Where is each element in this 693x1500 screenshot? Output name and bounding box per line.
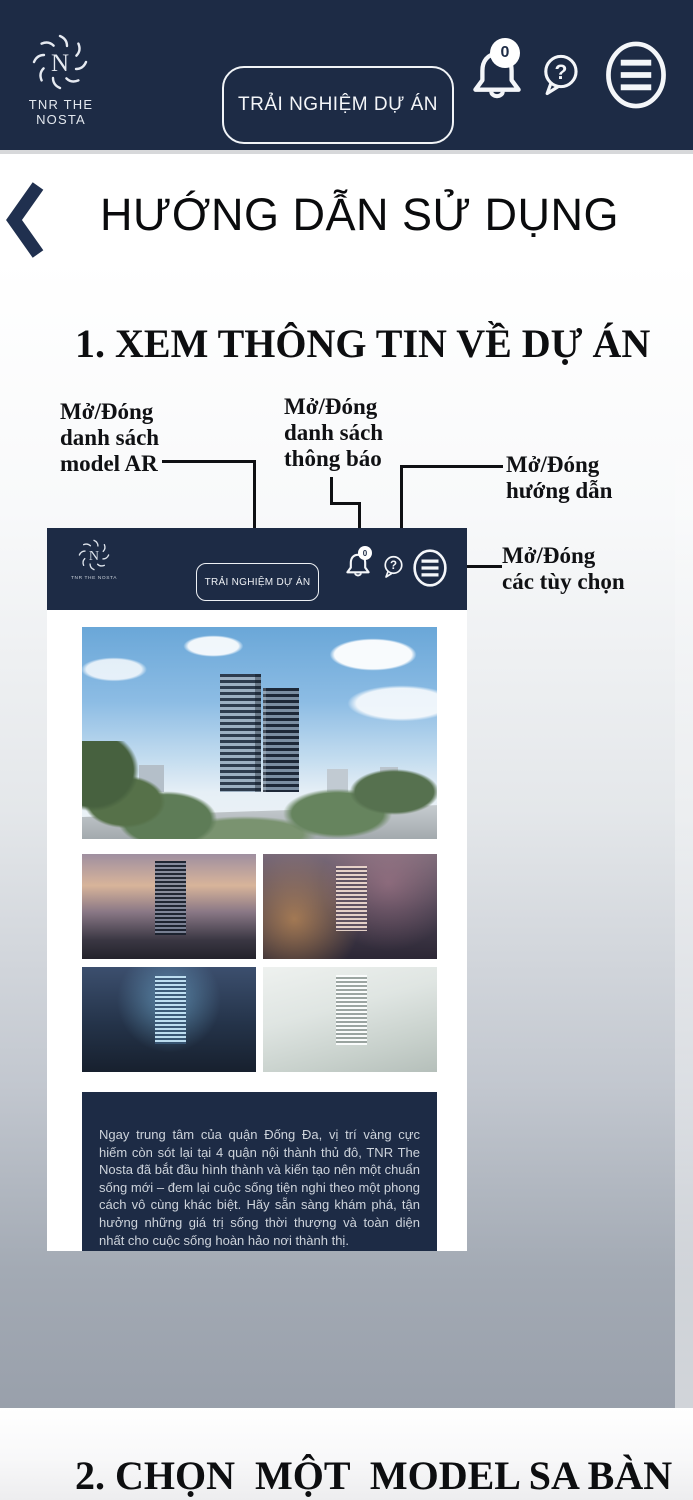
- connector-line: [400, 465, 503, 468]
- gallery-thumbnail-dusk: [82, 854, 256, 959]
- mini-experience-project-button: TRẢI NGHIỆM DỰ ÁN: [196, 563, 319, 601]
- back-button[interactable]: [6, 180, 46, 260]
- notification-bell-button[interactable]: [466, 44, 528, 110]
- project-description-text: Ngay trung tâm của quận Đống Đa, vị trí vàng cực hiếm còn sót lại tại 4 quận nội thành thủ đô, TNR The Nosta đã bắt đầu hình thành và kiến tạo nên một chuẩn sống mới – đem lại cuộc sống tiện nghi theo một phong cách vô cùng khác biệt. Hãy sẵn sàng khám phá, tận hưởng những giá trị sống thời thượng và toàn diện nhất cho cuộc sống hoàn hảo nơi thành thị.: [99, 1127, 420, 1248]
- mini-notification-badge: 0: [358, 546, 372, 560]
- annotation-options: Mở/Đóng các tùy chọn: [502, 543, 625, 594]
- connector-line: [330, 502, 361, 505]
- thumbnail-tower: [336, 866, 367, 931]
- chevron-left-icon: [6, 180, 46, 260]
- mini-bell-icon: [343, 549, 373, 583]
- gallery-thumbnail-blue-night: [82, 967, 256, 1072]
- logo-wreath-icon: [28, 30, 92, 94]
- annotation-guide: Mở/Đóng hướng dẫn: [506, 452, 613, 503]
- thumbnail-tower: [336, 975, 367, 1044]
- experience-project-label: TRẢI NGHIỆM DỰ ÁN: [238, 94, 438, 115]
- thumbnail-tower: [155, 976, 186, 1043]
- hero-trees: [82, 741, 437, 839]
- project-description-block: [82, 1092, 437, 1251]
- gallery-thumbnail-night-aerial: [263, 854, 437, 959]
- header-divider: [0, 150, 693, 154]
- section-1-title: 1. XEM THÔNG TIN VỀ DỰ ÁN: [75, 321, 651, 366]
- question-bubble-icon: [538, 50, 582, 104]
- slide-edge-highlight: [675, 258, 693, 1408]
- annotation-model-ar: Mở/Đóng danh sách model AR: [60, 399, 160, 476]
- connector-line: [330, 477, 333, 505]
- project-hero-image: [82, 627, 437, 839]
- brand-name: TNR THE NOSTA: [28, 97, 94, 127]
- menu-button[interactable]: [605, 41, 667, 109]
- gallery-thumbnail-day-aerial: [263, 967, 437, 1072]
- app-header: [0, 0, 693, 150]
- hamburger-menu-icon: [605, 41, 667, 109]
- experience-project-button[interactable]: [222, 66, 454, 144]
- annotation-notifications: Mở/Đóng danh sách thông báo: [284, 394, 384, 471]
- thumbnail-tower: [155, 861, 186, 935]
- mini-brand-name: TNR THE NOSTA: [71, 576, 117, 581]
- embedded-app-screenshot: [47, 528, 467, 1251]
- mini-app-header: [47, 528, 467, 610]
- mini-logo-wreath-icon: [76, 537, 112, 573]
- connector-line: [162, 460, 256, 463]
- notification-badge: 0: [490, 38, 520, 68]
- page-title: HƯỚNG DẪN SỬ DỤNG: [100, 189, 619, 240]
- help-button[interactable]: [538, 50, 582, 104]
- section-2-title: 2. CHỌN MỘT MODEL SA BÀN: [75, 1453, 673, 1498]
- mini-hamburger-menu-icon: [413, 548, 447, 588]
- mini-question-bubble-icon: [381, 554, 405, 582]
